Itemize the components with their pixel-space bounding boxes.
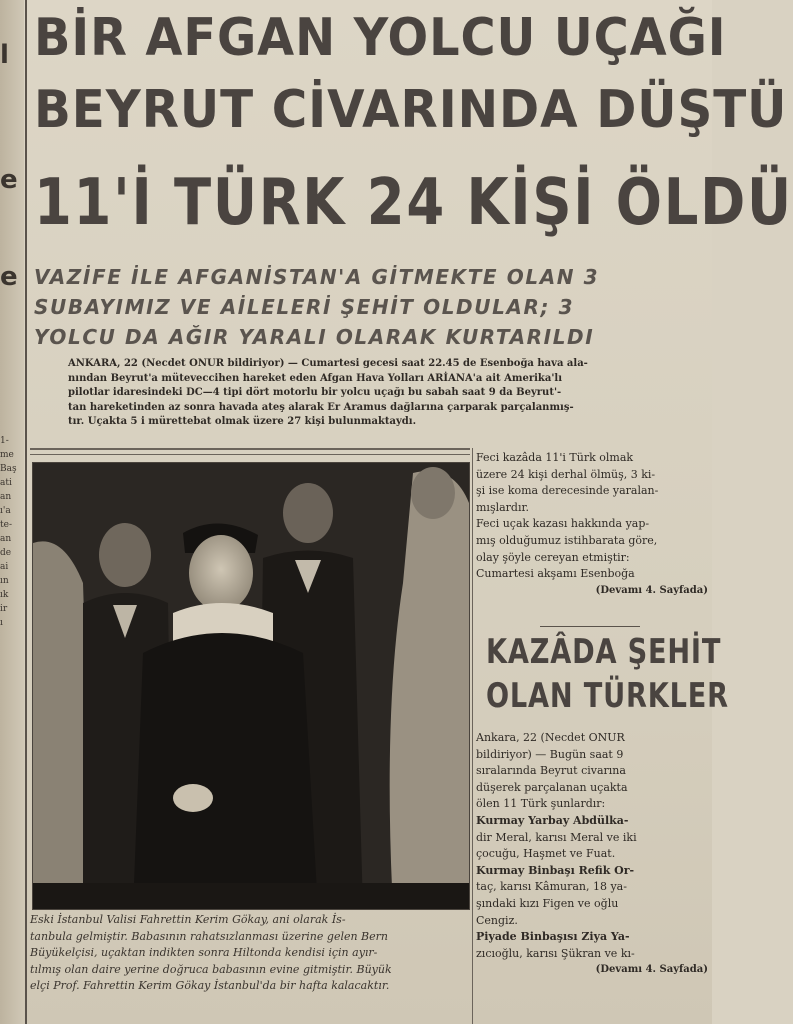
story-line: düşerek parçalanan uçakta (476, 780, 628, 794)
story-line: dir Meral, karısı Meral ve iki (476, 830, 637, 844)
section-divider (30, 448, 470, 455)
section-divider (540, 626, 640, 627)
victims-list (476, 730, 708, 979)
story-line: Kurmay Yarbay Abdülka- (476, 813, 629, 827)
caption-line: elçi Prof. Fahrettin Kerim Gökay İstanbul'da bir hafta kalacaktır. (30, 979, 390, 992)
column-rule (25, 0, 27, 1024)
headline-line-3: 11'İ TÜRK 24 KİŞİ ÖLDÜ (34, 166, 793, 240)
photo-illustration (33, 463, 469, 909)
subheadline-line: SUBAYIMIZ VE AİLELERİ ŞEHİT OLDULAR; 3 (34, 295, 575, 319)
subheadline (34, 262, 699, 352)
headline-line-1: BİR AFGAN YOLCU UÇAĞI (34, 8, 727, 68)
column-rule (472, 448, 473, 1024)
continued-note: (Devamı 4. Sayfada) (595, 964, 708, 976)
story-line: Kurmay Binbaşı Refik Or- (476, 863, 635, 877)
story-line: olay şöyle cereyan etmiştir: (476, 550, 630, 564)
lead-line: nından Beyrut'a müteveccihen hareket eden Afgan Hava Yolları ARİANA'a ait Amerika'lı (68, 372, 562, 384)
continued-note: (Devamı 4. Sayfada) (595, 584, 708, 596)
photo-caption (30, 912, 470, 995)
story-line: mışlardır. (476, 500, 530, 514)
lead-line: tır. Uçakta 5 i mürettebat olmak üzere 27 kişi bulunmaktaydı. (68, 416, 417, 427)
subheadline-line: VAZİFE İLE AFGANİSTAN'A GİTMEKTE OLAN 3 (34, 265, 600, 289)
story-line: Cumartesi akşamı Esenboğa (476, 567, 635, 581)
caption-line: tılmış olan daire yerine doğruca babasının evine gitmiştir. Büyük (30, 962, 392, 976)
story-line: Ankara, 22 (Necdet ONUR (476, 731, 625, 744)
story-line: üzere 24 kişi derhal ölmüş, 3 ki- (476, 467, 656, 481)
story-line: Piyade Binbaşısı Ziya Ya- (476, 930, 630, 944)
story-continuation (476, 450, 708, 599)
story-line: mış olduğumuz istihbarata göre, (476, 533, 658, 547)
section-title-line-2: OLAN TÜRKLER (486, 676, 729, 716)
story-line: Feci uçak kazası hakkında yap- (476, 517, 650, 531)
headline-line-2: BEYRUT CİVARINDA DÜŞTÜ (34, 80, 788, 140)
caption-line: Eski İstanbul Valisi Fahrettin Kerim Gökay, ani olarak İs- (30, 913, 346, 926)
left-strip-text: 1- me Baş ati an ı'a te- an de ai ın ık ir ı (0, 436, 17, 628)
story-line: ölen 11 Türk şunlardır: (476, 797, 606, 811)
story-line: Feci kazâda 11'i Türk olmak (476, 451, 634, 464)
story-line: sıralarında Beyrut civarına (476, 764, 626, 778)
section-title-line-1: KAZÂDA ŞEHİT (486, 632, 722, 672)
story-line: şi ise koma derecesinde yaralan- (476, 484, 659, 498)
caption-line: tanbula gelmiştir. Babasının rahatsızlanması üzerine gelen Bern (30, 929, 388, 943)
story-line: Cengiz. (476, 913, 518, 927)
story-line: bildiriyor) — Bugün saat 9 (476, 747, 624, 761)
adjacent-column-fragment: l e e 1- me Baş ati an ı'a te- an de ai ın ık ir ı (0, 0, 24, 1024)
subheadline-line: YOLCU DA AĞIR YARALI OLARAK KURTARILDI (34, 325, 595, 349)
lead-line: pilotlar idaresindeki DC—4 tipi dört motorlu bir yolcu uçağı bu sabah saat 9 da Beyrut'- (68, 387, 562, 398)
story-line: çocuğu, Haşmet ve Fuat. (476, 847, 616, 861)
caption-line: Büyükelçisi, uçaktan indikten sonra Hiltonda kendisi için ayır- (30, 946, 378, 959)
story-line: şındaki kızı Figen ve oğlu (476, 896, 619, 910)
story-line: taç, karısı Kâmuran, 18 ya- (476, 880, 627, 894)
story-line: zıcıoğlu, karısı Şükran ve kı- (476, 946, 635, 960)
lead-line: ANKARA, 22 (Necdet ONUR bildiriyor) — Cumartesi gecesi saat 22.45 de Esenboğa hava ala- (68, 358, 588, 369)
news-photo (32, 462, 470, 910)
lead-line: tan hareketinden az sonra havada ateş alarak Er Aramus dağlarına çarparak parçalanmış- (68, 401, 574, 413)
lead-paragraph (68, 357, 698, 430)
